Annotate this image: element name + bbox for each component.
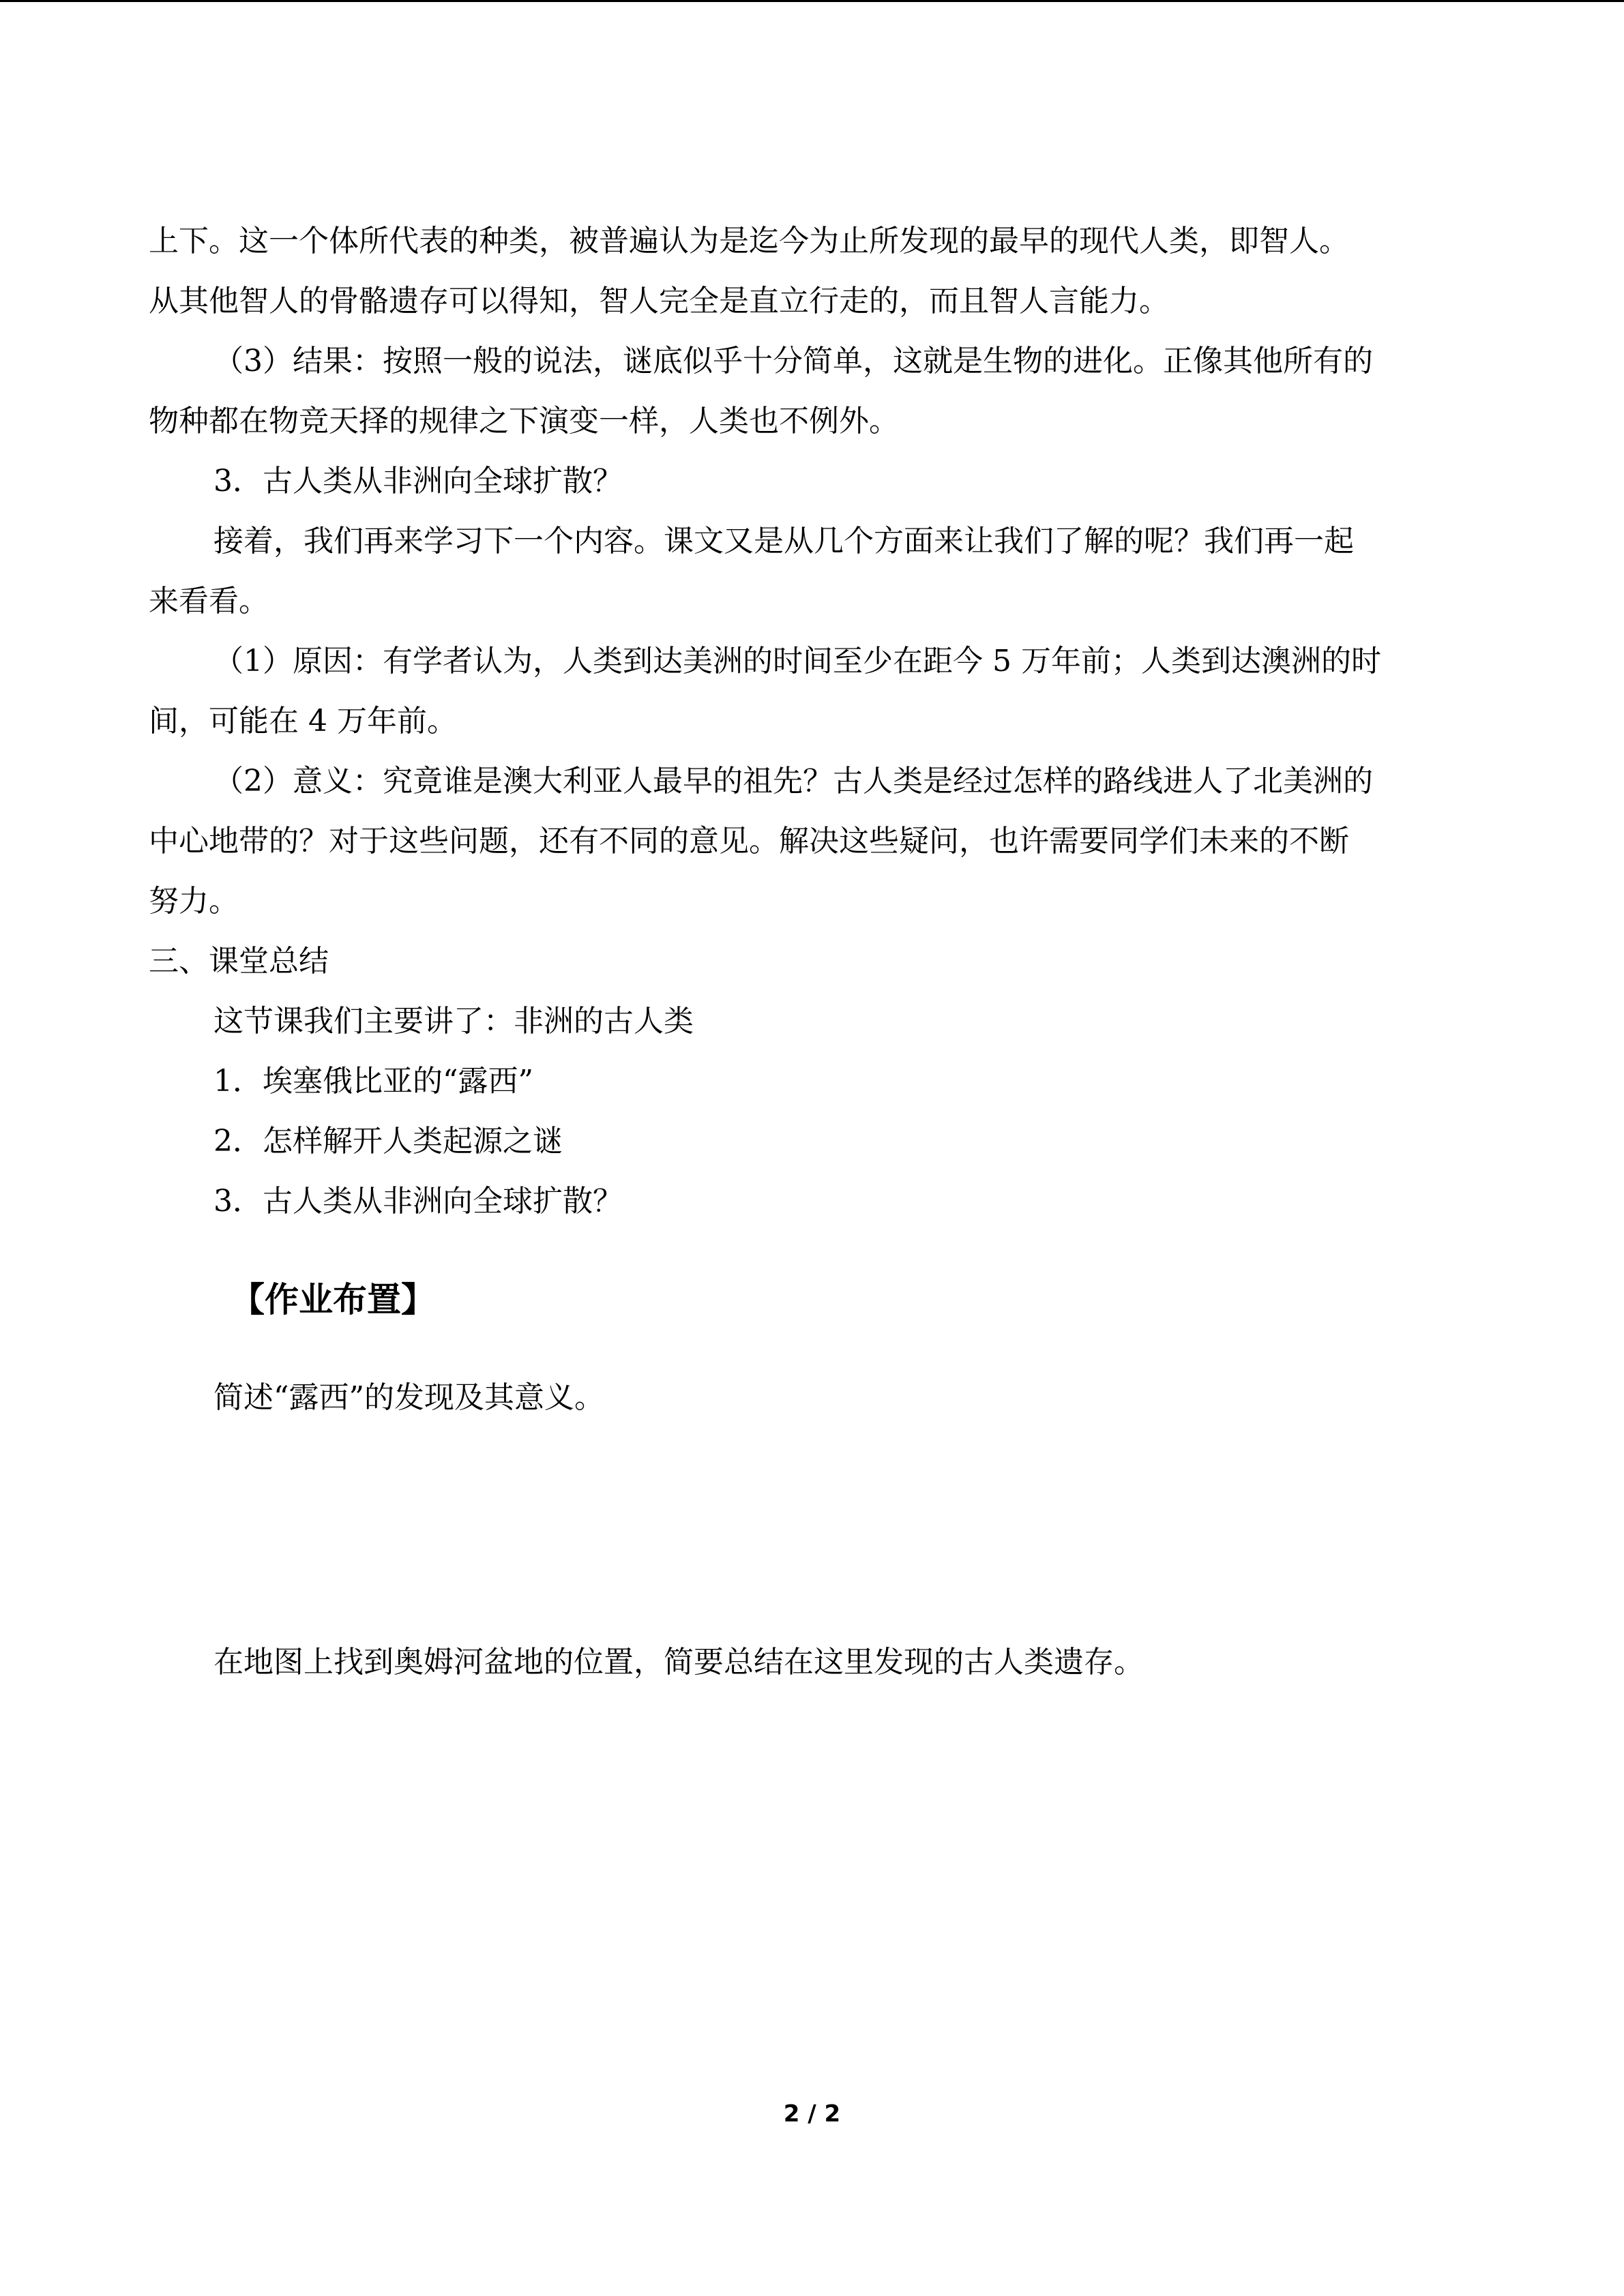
paragraph-line: （1）原因：有学者认为，人类到达美洲的时间至少在距今 5 万年前；人类到达澳洲的时 <box>213 644 1381 679</box>
paragraph-line: 从其他智人的骨骼遗存可以得知，智人完全是直立行走的，而且智人言能力。 <box>149 284 1169 318</box>
homework-item: 简述“露西”的发现及其意义。 <box>213 1380 604 1415</box>
summary-item: 2．怎样解开人类起源之谜 <box>213 1124 563 1159</box>
paragraph-line: 努力。 <box>149 884 239 919</box>
page-number: 2 / 2 <box>783 2100 841 2128</box>
spacer <box>149 1530 1475 1632</box>
paragraph-line: 间，可能在 4 万年前。 <box>149 704 457 739</box>
top-border <box>0 0 1624 2</box>
paragraph-line: 上下。这一个体所代表的种类，被普遍认为是迄今为止所发现的最早的现代人类，即智人。 <box>149 224 1349 258</box>
homework-item: 在地图上找到奥姆河盆地的位置，简要总结在这里发现的古人类遗存。 <box>213 1645 1144 1680</box>
subsection-heading: 3．古人类从非洲向全球扩散？ <box>213 464 623 498</box>
paragraph-line: 接着，我们再来学习下一个内容。课文又是从几个方面来让我们了解的呢？我们再一起 <box>213 524 1354 558</box>
spacer <box>149 1428 1475 1530</box>
summary-item: 3．古人类从非洲向全球扩散？ <box>213 1184 623 1219</box>
paragraph-line: 物种都在物竞天择的规律之下演变一样，人类也不例外。 <box>149 404 899 438</box>
document-page <box>149 211 1475 1693</box>
paragraph-line: （2）意义：究竟谁是澳大利亚人最早的祖先？古人类是经过怎样的路线进人了北美洲的 <box>213 764 1373 799</box>
paragraph-line: （3）结果：按照一般的说法，谜底似乎十分简单，这就是生物的进化。正像其他所有的 <box>213 344 1373 378</box>
paragraph-line: 来看看。 <box>149 584 269 618</box>
summary-item: 1．埃塞俄比亚的“露西” <box>213 1064 533 1099</box>
summary-intro: 这节课我们主要讲了：非洲的古人类 <box>213 1004 694 1039</box>
section-heading: 三、课堂总结 <box>149 944 329 979</box>
homework-heading: 【作业布置】 <box>231 1280 435 1320</box>
paragraph-line: 中心地带的？对于这些问题，还有不同的意见。解决这些疑问，也许需要同学们未来的不断 <box>149 824 1349 859</box>
